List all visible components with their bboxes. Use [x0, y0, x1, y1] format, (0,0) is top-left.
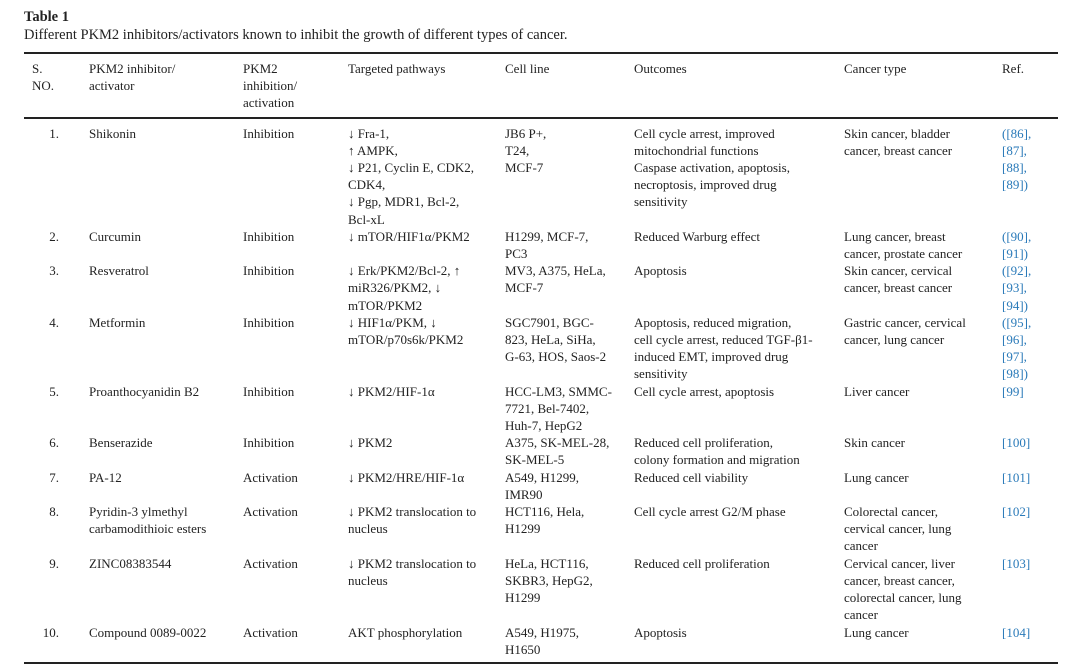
table-row	[24, 228, 1058, 262]
cell-outcomes: Reduced Warburg effect	[634, 228, 761, 244]
cell-mode: Inhibition	[243, 435, 295, 451]
cell-cell-line: SGC7901, BGC- 823, HeLa, SiHa, G-63, HOS, Saos-2	[505, 314, 607, 365]
cell-mode: Inhibition	[243, 314, 295, 330]
table-container	[24, 8, 1058, 664]
cell-cell-line: HCC-LM3, SMMC- 7721, Bel-7402, Huh-7, HepG2	[505, 383, 612, 434]
cell-sno: 3.	[49, 263, 59, 279]
header-outcomes: Outcomes	[634, 61, 687, 76]
cell-outcomes: Cell cycle arrest, improved mitochondrial functions Caspase activation, apoptosis, necroptosis, improved drug sensitivity	[634, 125, 790, 210]
cell-cancer-type: Gastric cancer, cervical cancer, lung cancer	[844, 314, 966, 348]
cell-ref[interactable]: [99]	[1002, 383, 1024, 399]
cell-cancer-type: Lung cancer, breast cancer, prostate cancer	[844, 228, 963, 262]
table-row	[24, 434, 1058, 468]
table-row	[24, 624, 1058, 663]
table-row	[24, 118, 1058, 228]
cell-cell-line: A549, H1975, H1650	[505, 624, 580, 657]
cell-agent: Curcumin	[89, 228, 141, 244]
cell-mode: Activation	[243, 555, 298, 571]
cell-outcomes: Reduced cell proliferation, colony formation and migration	[634, 435, 800, 468]
cell-agent: Pyridin-3 ylmethyl carbamodithioic esters	[89, 504, 207, 537]
cell-ref[interactable]: [100]	[1002, 435, 1031, 451]
table-body	[24, 118, 1058, 663]
cell-pathways: AKT phosphorylation	[348, 624, 463, 640]
table-row	[24, 503, 1058, 555]
table-row	[24, 555, 1058, 624]
cell-pathways: ↓ PKM2/HRE/HIF-1α	[348, 469, 465, 485]
cell-sno: 8.	[49, 504, 59, 520]
cell-sno: 2.	[49, 228, 59, 244]
cell-cancer-type: Colorectal cancer, cervical cancer, lung cancer	[844, 504, 952, 554]
cell-cancer-type: Skin cancer, bladder cancer, breast cancer	[844, 125, 953, 158]
cell-cancer-type: Cervical cancer, liver cancer, breast cancer, colorectal cancer, lung cancer	[844, 555, 962, 623]
cell-cell-line: HeLa, HCT116, SKBR3, HepG2, H1299	[505, 555, 593, 606]
cell-ref[interactable]: ([86], [87], [88], [89])	[1002, 125, 1032, 193]
cell-agent: Proanthocyanidin B2	[89, 383, 200, 399]
cell-outcomes: Apoptosis, reduced migration, cell cycle arrest, reduced TGF-β1- induced EMT, improved drug sensitivity	[634, 314, 813, 382]
cell-pathways: ↓ PKM2 translocation to nucleus	[348, 555, 477, 588]
cell-cancer-type: Skin cancer, cervical cancer, breast cancer	[844, 263, 953, 296]
cell-cell-line: JB6 P+, T24, MCF-7	[505, 125, 547, 176]
cell-ref[interactable]: [103]	[1002, 555, 1031, 571]
cell-mode: Activation	[243, 624, 298, 640]
table-label: Table 1	[24, 9, 69, 25]
cell-outcomes: Reduced cell proliferation	[634, 555, 770, 571]
table-row	[24, 383, 1058, 435]
header-row	[24, 53, 1058, 118]
cell-cancer-type: Lung cancer	[844, 469, 909, 485]
cell-cell-line: H1299, MCF-7, PC3	[505, 228, 589, 262]
cell-pathways: ↓ Fra-1, ↑ AMPK, ↓ P21, Cyclin E, CDK2, CDK4, ↓ Pgp, MDR1, Bcl-2, Bcl-xL	[348, 125, 475, 227]
header-sno: S. NO.	[32, 61, 55, 94]
cell-agent: Benserazide	[89, 435, 153, 451]
cell-sno: 5.	[49, 383, 59, 399]
cell-cell-line: A549, H1299, IMR90	[505, 469, 580, 502]
cell-ref[interactable]: ([92], [93], [94])	[1002, 263, 1032, 313]
cell-pathways: ↓ HIF1α/PKM, ↓ mTOR/p70s6k/PKM2	[348, 314, 464, 348]
cell-sno: 4.	[49, 314, 59, 330]
cell-cell-line: HCT116, Hela, H1299	[505, 504, 585, 537]
cell-sno: 9.	[49, 555, 59, 571]
cell-agent: PA-12	[89, 469, 122, 485]
table-row	[24, 262, 1058, 314]
cell-ref[interactable]: [101]	[1002, 469, 1031, 485]
header-pathways: Targeted pathways	[348, 61, 446, 76]
table-caption: Different PKM2 inhibitors/activators known to inhibit the growth of different types of cancer.	[24, 27, 568, 43]
cell-pathways: ↓ mTOR/HIF1α/PKM2	[348, 228, 470, 244]
cell-sno: 7.	[49, 469, 59, 485]
cell-cancer-type: Skin cancer	[844, 435, 906, 451]
cell-ref[interactable]: [104]	[1002, 624, 1031, 640]
cell-pathways: ↓ PKM2	[348, 435, 393, 451]
cell-pathways: ↓ PKM2 translocation to nucleus	[348, 504, 477, 537]
data-table	[24, 52, 1058, 664]
cell-outcomes: Apoptosis	[634, 624, 687, 640]
header-ref: Ref.	[1002, 61, 1025, 76]
cell-outcomes: Cell cycle arrest G2/M phase	[634, 504, 786, 520]
header-mode: PKM2 inhibition/ activation	[243, 61, 298, 111]
cell-mode: Activation	[243, 504, 298, 520]
cell-cell-line: MV3, A375, HeLa, MCF-7	[505, 263, 606, 296]
cell-agent: Metformin	[89, 314, 146, 330]
cell-pathways: ↓ PKM2/HIF-1α	[348, 383, 435, 399]
header-cell-line: Cell line	[505, 61, 550, 76]
cell-sno: 6.	[49, 435, 59, 451]
cell-agent: Compound 0089-0022	[89, 624, 207, 640]
cell-ref[interactable]: ([90], [91])	[1002, 228, 1032, 262]
cell-agent: Resveratrol	[89, 263, 149, 279]
cell-ref[interactable]: ([95], [96], [97], [98])	[1002, 314, 1032, 382]
cell-cancer-type: Liver cancer	[844, 383, 910, 399]
header-agent: PKM2 inhibitor/ activator	[89, 61, 176, 94]
cell-agent: ZINC08383544	[89, 555, 172, 571]
cell-mode: Inhibition	[243, 263, 295, 279]
cell-pathways: ↓ Erk/PKM2/Bcl-2, ↑ miR326/PKM2, ↓ mTOR/PKM2	[348, 263, 461, 313]
cell-mode: Inhibition	[243, 383, 295, 399]
cell-cancer-type: Lung cancer	[844, 624, 909, 640]
table-row	[24, 469, 1058, 503]
cell-sno: 1.	[49, 125, 59, 141]
cell-ref[interactable]: [102]	[1002, 504, 1031, 520]
cell-sno: 10.	[42, 624, 59, 640]
cell-agent: Shikonin	[89, 125, 136, 141]
header-cancer-type: Cancer type	[844, 61, 907, 76]
table-row	[24, 314, 1058, 383]
cell-outcomes: Reduced cell viability	[634, 469, 749, 485]
cell-mode: Activation	[243, 469, 298, 485]
cell-outcomes: Cell cycle arrest, apoptosis	[634, 383, 775, 399]
cell-mode: Inhibition	[243, 228, 295, 244]
cell-outcomes: Apoptosis	[634, 263, 687, 279]
cell-cell-line: A375, SK-MEL-28, SK-MEL-5	[505, 435, 610, 468]
cell-mode: Inhibition	[243, 125, 295, 141]
